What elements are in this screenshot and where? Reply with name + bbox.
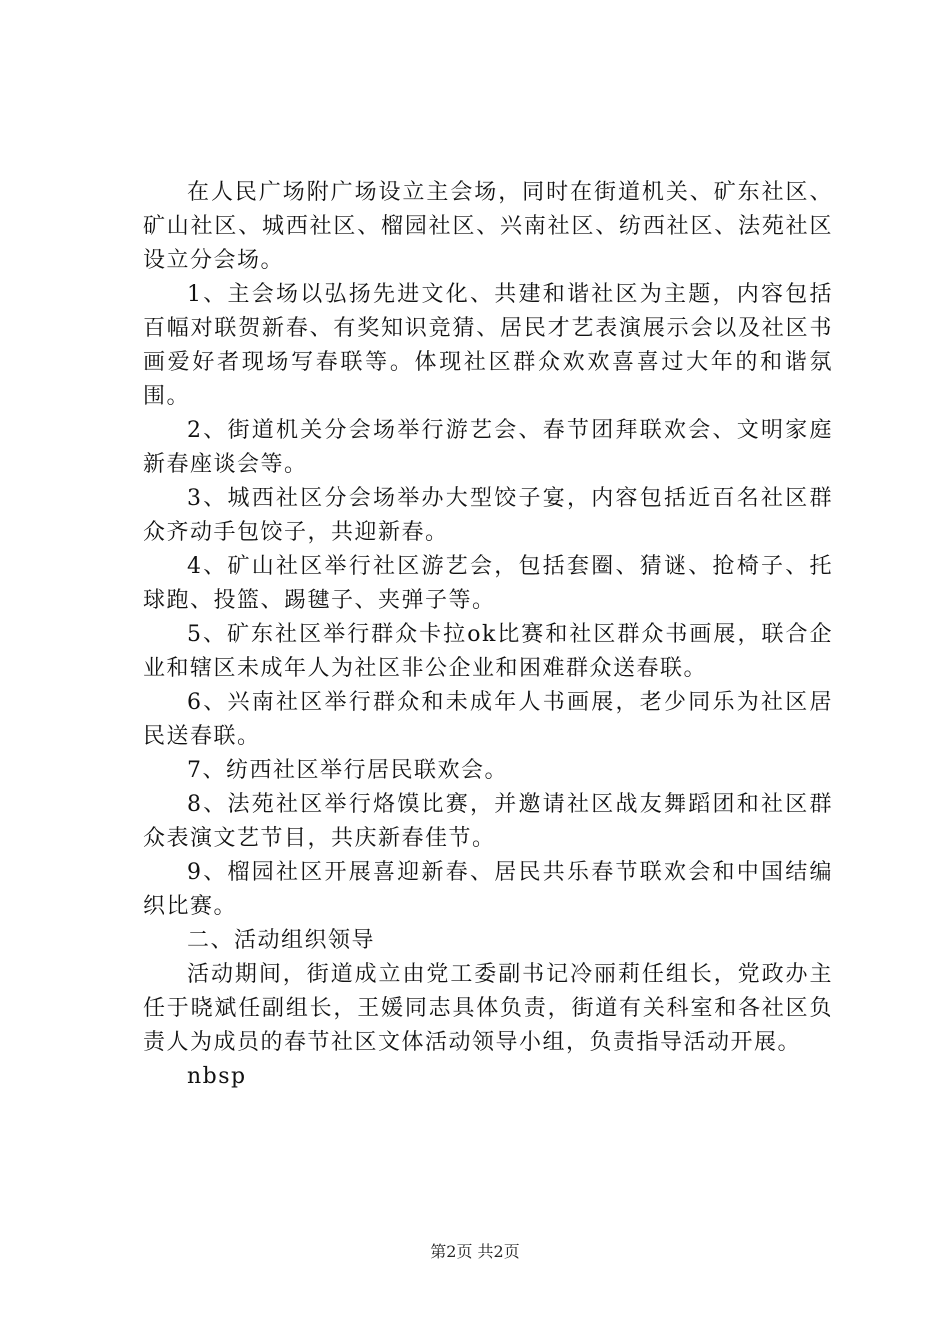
paragraph-item-7: 7、纺西社区举行居民联欢会。 bbox=[187, 758, 508, 783]
section-heading: 二、活动组织领导 bbox=[187, 928, 376, 953]
paragraph-item-3: 3、城西社区分会场举办大型饺子宴，内容包括近百名社区群众齐动手包饺子，共迎新春。 bbox=[143, 486, 833, 545]
document-body bbox=[143, 176, 833, 1094]
paragraph-item-6: 6、兴南社区举行群众和未成年人书画展，老少同乐为社区居民送春联。 bbox=[143, 690, 833, 749]
paragraph-item-1: 1、主会场以弘扬先进文化、共建和谐社区为主题，内容包括百幅对联贺新春、有奖知识竞猜、居民才艺表演展示会以及社区书画爱好者现场写春联等。体现社区群众欢欢喜喜过大年的和谐氛围。 bbox=[143, 282, 833, 409]
paragraph-item-8: 8、法苑社区举行烙馍比赛，并邀请社区战友舞蹈团和社区群众表演文艺节目，共庆新春佳节。 bbox=[143, 792, 833, 851]
paragraph-item-5: 5、矿东社区举行群众卡拉ok比赛和社区群众书画展，联合企业和辖区未成年人为社区非公企业和困难群众送春联。 bbox=[143, 622, 833, 681]
paragraph-leadership: 活动期间，街道成立由党工委副书记冷丽莉任组长，党政办主任于晓斌任副组长，王媛同志具体负责，街道有关科室和各社区负责人为成员的春节社区文体活动领导小组，负责指导活动开展。 bbox=[143, 962, 833, 1055]
paragraph-venues: 在人民广场附广场设立主会场，同时在街道机关、矿东社区、矿山社区、城西社区、榴园社区、兴南社区、纺西社区、法苑社区设立分会场。 bbox=[143, 180, 833, 273]
page-footer: 第2页 共2页 bbox=[430, 1242, 520, 1261]
paragraph-item-4: 4、矿山社区举行社区游艺会，包括套圈、猜谜、抢椅子、托球跑、投篮、踢毽子、夹弹子等。 bbox=[143, 554, 833, 613]
paragraph-item-2: 2、街道机关分会场举行游艺会、春节团拜联欢会、文明家庭新春座谈会等。 bbox=[143, 418, 833, 477]
trailing-text: nbsp bbox=[187, 1064, 247, 1089]
paragraph-item-9: 9、榴园社区开展喜迎新春、居民共乐春节联欢会和中国结编织比赛。 bbox=[143, 860, 833, 919]
